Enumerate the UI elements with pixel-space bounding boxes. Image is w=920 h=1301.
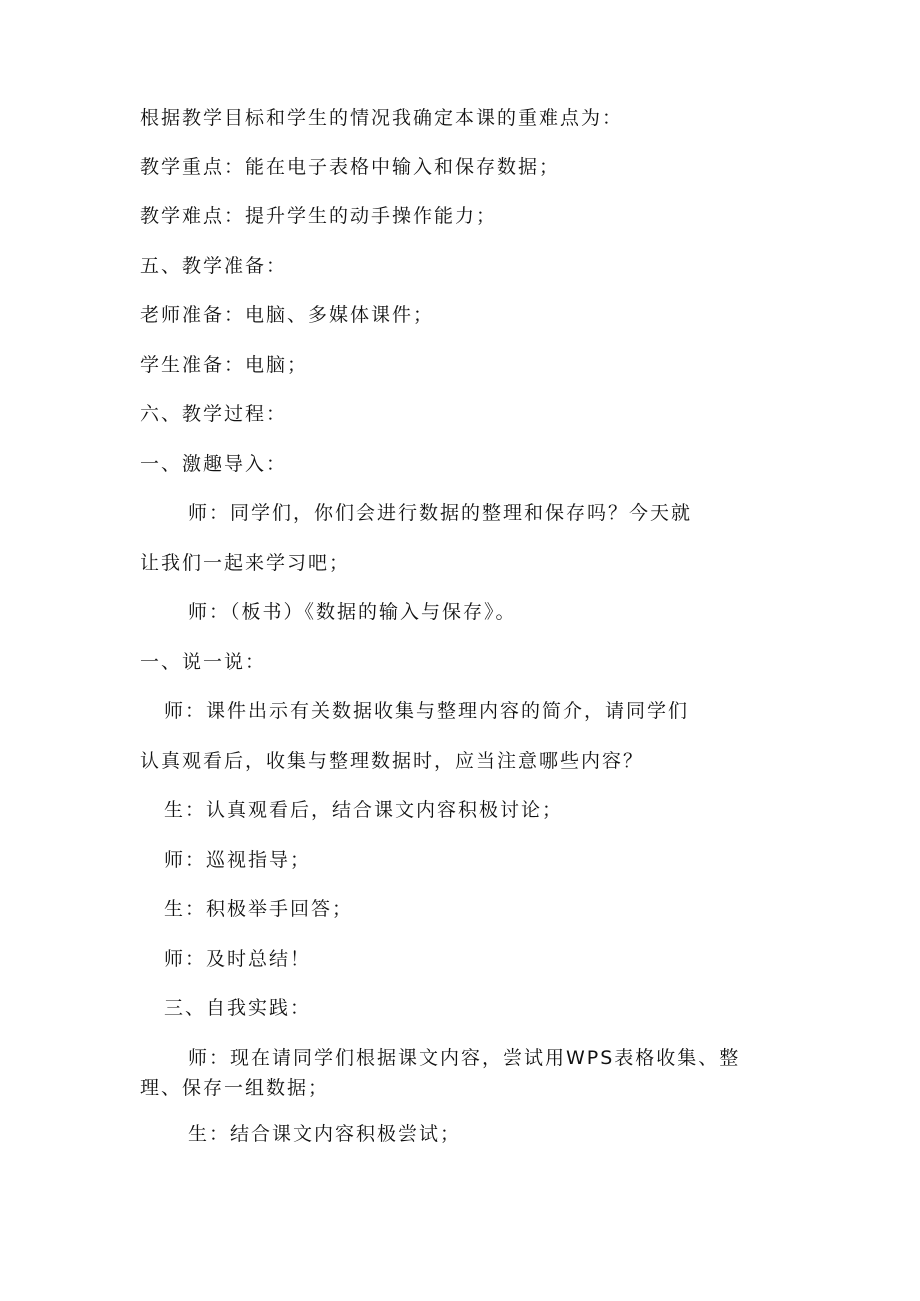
paragraph-teacher-question: 师：同学们，你们会进行数据的整理和保存吗？今天就 (188, 502, 693, 524)
paragraph-student-answer: 生：积极举手回答； (164, 898, 354, 920)
paragraph-teacher-courseware: 师：课件出示有关数据收集与整理内容的简介，请同学们 (164, 700, 690, 722)
subsection-heading-practice: 三、自我实践： (164, 997, 312, 1019)
paragraph-teacher-practice: 师：现在请同学们根据课文内容，尝试用WPS表格收集、整 (188, 1047, 741, 1069)
paragraph-teacher-summary: 师：及时总结！ (164, 948, 312, 970)
subsection-heading-discuss: 一、说一说： (140, 651, 267, 673)
paragraph-student-preparation: 学生准备：电脑； (140, 354, 309, 376)
section-heading-process: 六、教学过程： (140, 403, 288, 425)
paragraph-teacher-question-cont: 让我们一起来学习吧； (140, 552, 351, 574)
subsection-heading-intro: 一、激趣导入： (140, 453, 288, 475)
paragraph-key-points-intro: 根据教学目标和学生的情况我确定本课的重难点为： (140, 107, 624, 129)
paragraph-teacher-blackboard: 师：（板书）《数据的输入与保存》。 (188, 601, 517, 623)
paragraph-student-discuss: 生：认真观看后，结合课文内容积极讨论； (164, 799, 564, 821)
paragraph-teaching-focus: 教学重点：能在电子表格中输入和保存数据； (140, 156, 561, 178)
paragraph-teaching-difficulty: 教学难点：提升学生的动手操作能力； (140, 205, 498, 227)
section-heading-preparation: 五、教学准备： (140, 255, 288, 277)
paragraph-teacher-preparation: 老师准备：电脑、多媒体课件； (140, 304, 435, 326)
paragraph-teacher-guide: 师：巡视指导； (164, 849, 312, 871)
paragraph-teacher-practice-cont: 理、保存一组数据； (140, 1077, 330, 1099)
paragraph-teacher-courseware-cont: 认真观看后，收集与整理数据时，应当注意哪些内容？ (140, 750, 645, 772)
paragraph-student-try: 生：结合课文内容积极尝试； (188, 1123, 462, 1145)
